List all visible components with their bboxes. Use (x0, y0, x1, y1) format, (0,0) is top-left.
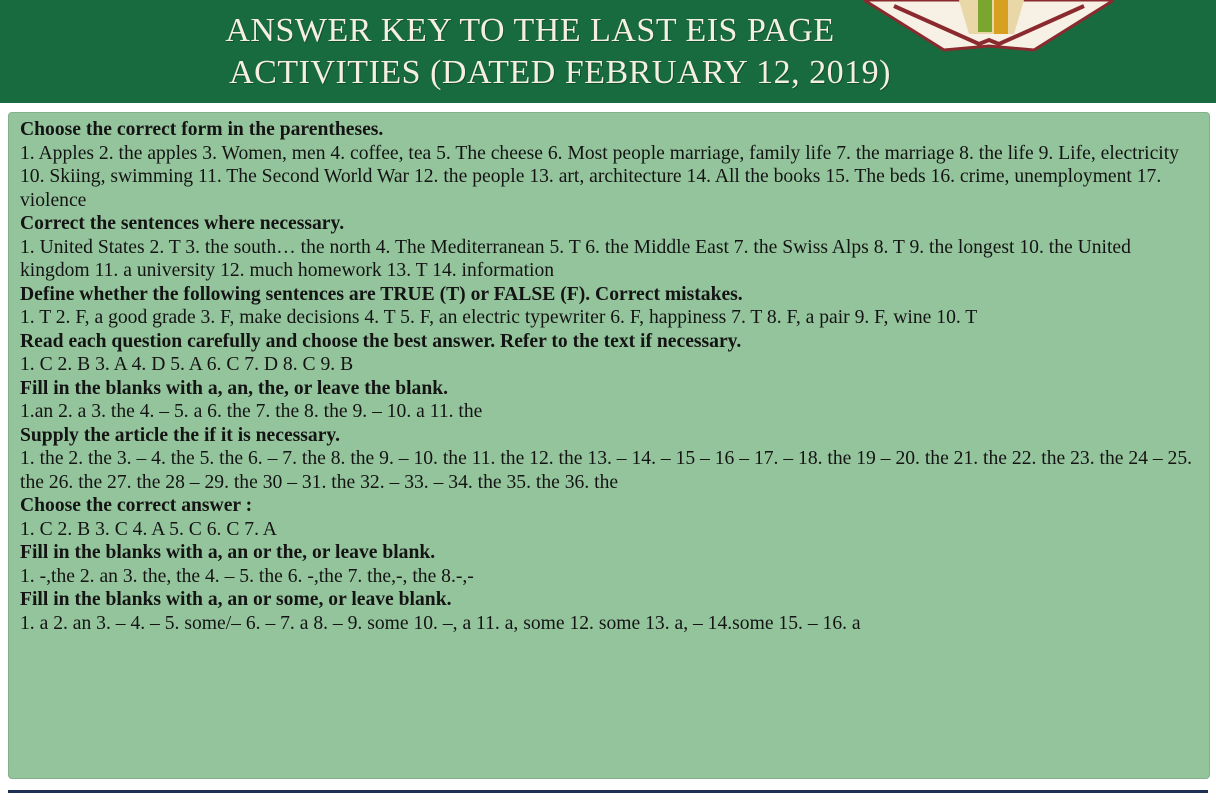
section-6-question: Supply the article the if it is necessary. (20, 424, 341, 446)
section-8-question: Fill in the blanks with a, an or the, or leave blank. (20, 542, 436, 563)
title-line-1: ANSWER KEY TO THE LAST EIS PAGE (225, 12, 835, 49)
section-2-question: Correct the sentences where necessary. (20, 213, 345, 234)
section-5-question: Fill in the blanks with a, an, the, or leave the blank. (20, 377, 449, 399)
title-line-2: ACTIVITIES (DATED FEBRUARY 12, 2019) (229, 54, 891, 91)
section-1-answers: 1. Apples 2. the apples 3. Women, men 4. coffee, tea 5. The cheese 6. Most people marriage, family life 7. the marriage 8. the life 9. Life, electricity 10. Skiing, swimming 11. The Second World War 12. the people 13. art, architecture 14. All the books 15. The beds 16. crime, unemployment 17. violence (20, 142, 1179, 211)
section-4-answers: 1. C 2. B 3. A 4. D 5. A 6. C 7. D 8. C 9. B (20, 354, 354, 375)
section-7-answers: 1. C 2. B 3. C 4. A 5. C 6. C 7. A (20, 518, 277, 540)
section-4-question: Read each question carefully and choose the best answer. Refer to the text if necessary. (20, 330, 742, 352)
section-6-answers: 1. the 2. the 3. – 4. the 5. the 6. – 7. the 8. the 9. – 10. the 11. the 12. the 13. – 14. – 15 – 16 – 17. – 18. the 19 – 20. the 21. the 22. the 23. the 24 – 25. the 26. the 27. the 28 – 29. the 30 – 31. the 32. – 33. – 34. the 35. the 36. the (20, 448, 1193, 493)
section-7-question: Choose the correct answer : (20, 495, 253, 516)
section-3-answers: 1. T 2. F, a good grade 3. F, make decisions 4. T 5. F, an electric typewriter 6. F, happiness 7. T 8. F, a pair 9. F, wine 10. T (20, 307, 978, 328)
section-1-question: Choose the correct form in the parentheses. (20, 119, 384, 140)
section-2-answers: 1. United States 2. T 3. the south… the north 4. The Mediterranean 5. T 6. the Middle East 7. the Swiss Alps 8. T 9. the longest 10. the United kingdom 11. a university 12. much homework 13. T 14. information (20, 236, 1131, 281)
section-8-answers: 1. -,the 2. an 3. the, the 4. – 5. the 6. -,the 7. the,-, the 8.-,- (20, 565, 474, 587)
section-3-question: Define whether the following sentences are TRUE (T) or FALSE (F). Correct mistakes. (20, 283, 743, 305)
section-5-answers: 1.an 2. a 3. the 4. – 5. a 6. the 7. the 8. the 9. – 10. a 11. the (20, 401, 483, 422)
page-title (0, 10, 1060, 94)
section-9-question: Fill in the blanks with a, an or some, or leave blank. (20, 589, 452, 610)
footer-rule (8, 790, 1208, 803)
answer-key-content (20, 118, 1204, 635)
section-9-answers: 1. a 2. an 3. – 4. – 5. some/– 6. – 7. a 8. – 9. some 10. –, a 11. a, some 12. some 13. a, – 14.some 15. – 16. a (20, 612, 861, 634)
